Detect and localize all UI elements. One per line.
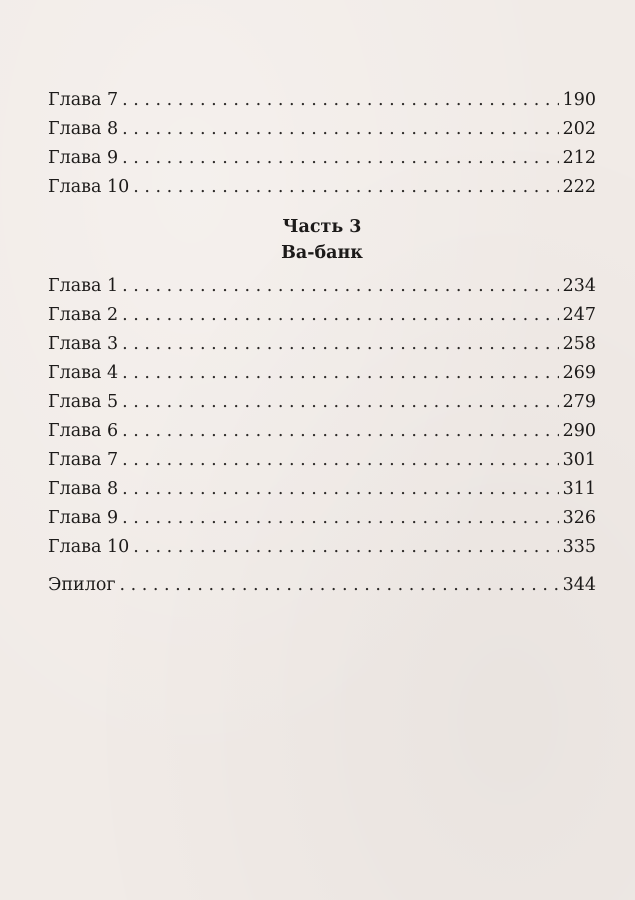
- page-number: 202: [562, 119, 596, 139]
- leader-dots: [122, 504, 558, 533]
- toc-part3-chapters: [48, 272, 596, 562]
- toc-entry: [48, 359, 596, 388]
- toc-entry: [48, 330, 596, 359]
- chapter-label: Глава 9: [48, 148, 119, 168]
- toc-entry: [48, 173, 596, 202]
- leader-dots: [122, 115, 558, 144]
- toc-entry: [48, 388, 596, 417]
- page-number: 335: [562, 537, 596, 557]
- chapter-label: Глава 5: [48, 392, 119, 412]
- chapter-label: Глава 4: [48, 363, 119, 383]
- leader-dots: [122, 359, 558, 388]
- page-number: 301: [562, 450, 596, 470]
- part-title: Ва-банк: [281, 243, 363, 263]
- leader-dots: [122, 330, 558, 359]
- toc-entry: [48, 86, 596, 115]
- chapter-label: Глава 1: [48, 276, 119, 296]
- leader-dots: [122, 144, 558, 173]
- toc-entry: [48, 301, 596, 330]
- toc-entry: [48, 144, 596, 173]
- chapter-label: Глава 10: [48, 537, 130, 557]
- toc-entry: [48, 417, 596, 446]
- leader-dots: [133, 173, 558, 202]
- page-number: 222: [562, 177, 596, 197]
- part-heading: Часть 3: [282, 217, 362, 237]
- leader-dots: [120, 571, 559, 600]
- page-number: 311: [562, 479, 596, 499]
- toc-entry: [48, 475, 596, 504]
- toc-entry: [48, 533, 596, 562]
- leader-dots: [122, 86, 558, 115]
- chapter-label: Глава 10: [48, 177, 130, 197]
- leader-dots: [122, 446, 558, 475]
- toc-entry: [48, 504, 596, 533]
- page-number: 258: [562, 334, 596, 354]
- table-of-contents: [48, 86, 596, 600]
- page-number: 290: [562, 421, 596, 441]
- toc-entry: [48, 272, 596, 301]
- page-number: 326: [562, 508, 596, 528]
- epilogue-label: Эпилог: [48, 575, 116, 595]
- leader-dots: [133, 533, 558, 562]
- chapter-label: Глава 6: [48, 421, 119, 441]
- leader-dots: [122, 475, 558, 504]
- toc-part2-chapters: [48, 86, 596, 202]
- toc-entry: [48, 446, 596, 475]
- leader-dots: [122, 272, 558, 301]
- chapter-label: Глава 2: [48, 305, 119, 325]
- page-number: 279: [562, 392, 596, 412]
- page-number: 190: [562, 90, 596, 110]
- chapter-label: Глава 9: [48, 508, 119, 528]
- leader-dots: [122, 388, 558, 417]
- page-number: 247: [562, 305, 596, 325]
- page-number: 344: [562, 575, 596, 595]
- chapter-label: Глава 3: [48, 334, 119, 354]
- chapter-label: Глава 7: [48, 90, 119, 110]
- leader-dots: [122, 417, 558, 446]
- part-heading-block: [48, 214, 596, 266]
- page-number: 234: [562, 276, 596, 296]
- page-number: 212: [562, 148, 596, 168]
- chapter-label: Глава 8: [48, 119, 119, 139]
- chapter-label: Глава 7: [48, 450, 119, 470]
- page-number: 269: [562, 363, 596, 383]
- toc-entry: [48, 115, 596, 144]
- chapter-label: Глава 8: [48, 479, 119, 499]
- leader-dots: [122, 301, 558, 330]
- toc-entry-epilogue: [48, 571, 596, 600]
